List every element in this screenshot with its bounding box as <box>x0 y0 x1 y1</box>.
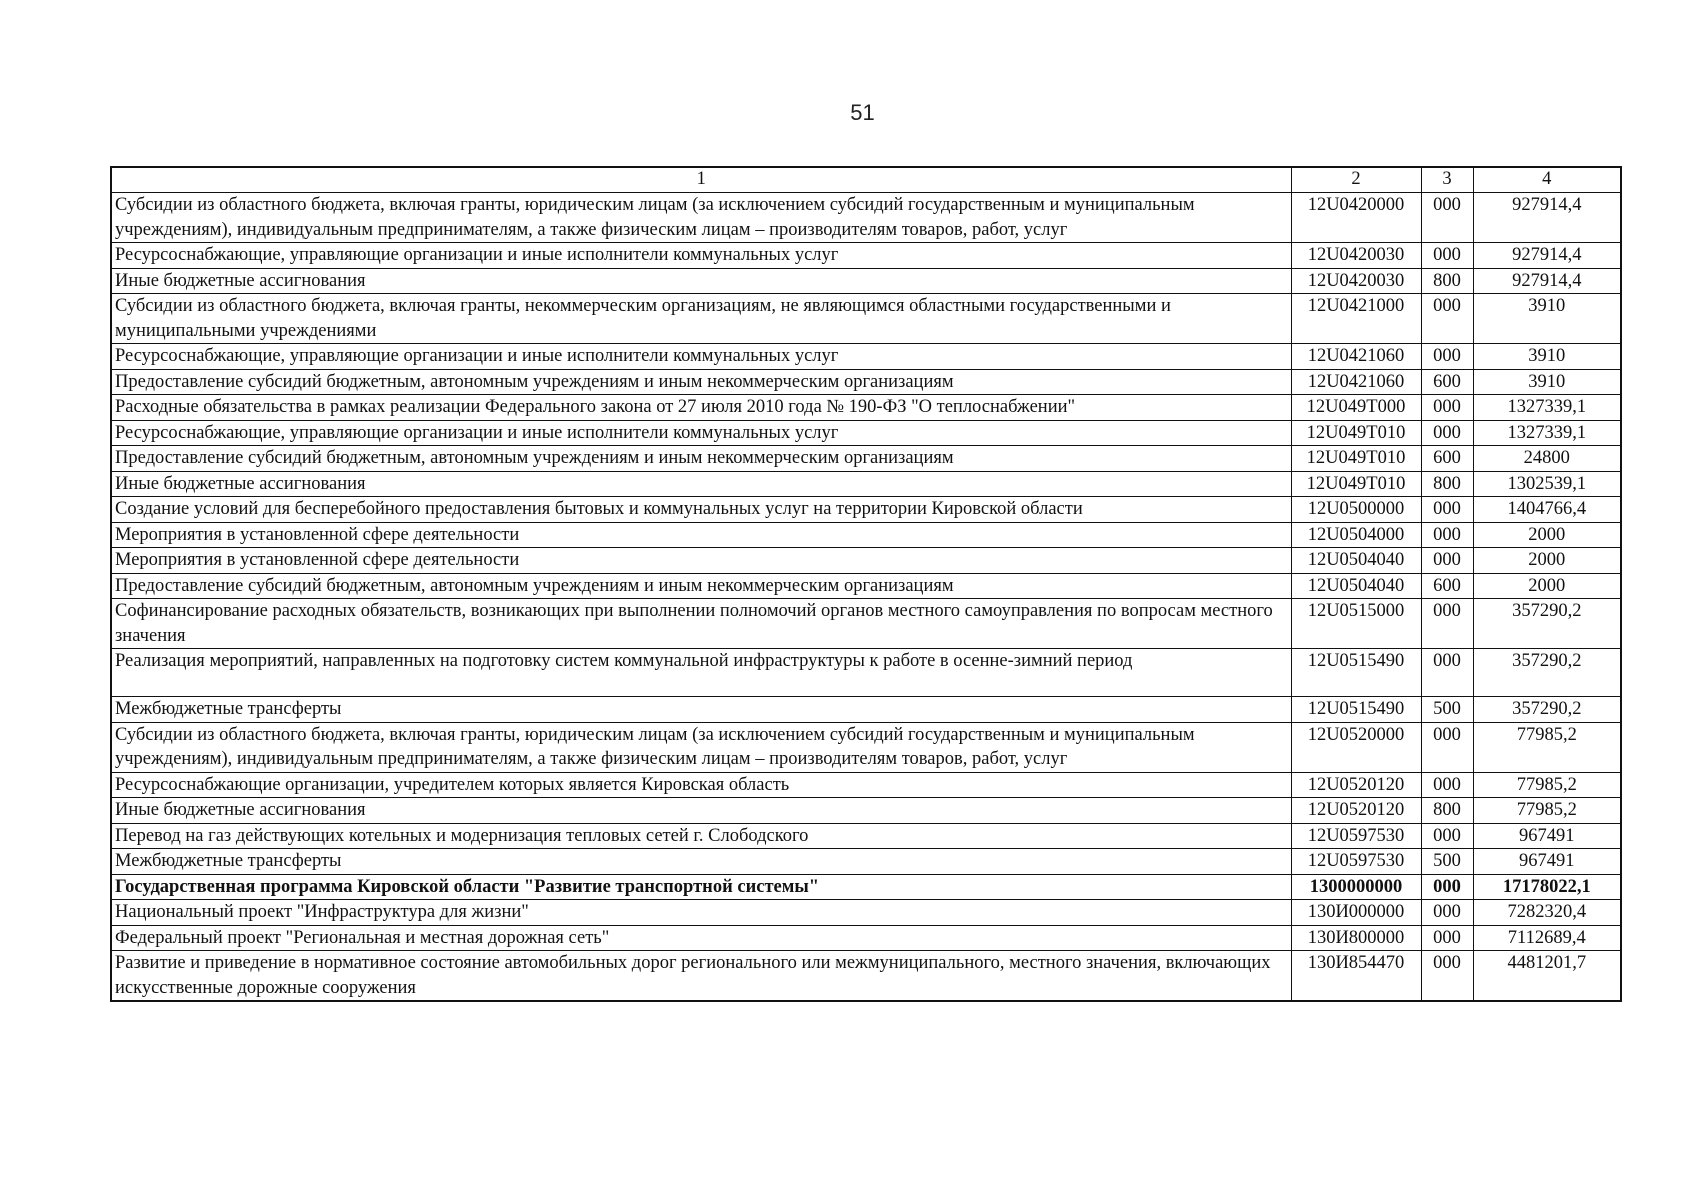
row-amount-cell: 17178022,1 <box>1473 874 1621 900</box>
row-name-cell: Иные бюджетные ассигнования <box>111 798 1291 824</box>
row-amount-cell: 24800 <box>1473 446 1621 472</box>
table-row <box>111 369 1621 395</box>
row-amount-cell: 2000 <box>1473 573 1621 599</box>
row-code-cell: 12U0420030 <box>1291 268 1421 294</box>
table-row <box>111 420 1621 446</box>
row-type-cell: 000 <box>1421 395 1473 421</box>
row-type-cell: 000 <box>1421 874 1473 900</box>
row-type-cell: 800 <box>1421 798 1473 824</box>
row-amount-cell: 1327339,1 <box>1473 420 1621 446</box>
row-code-cell: 130И800000 <box>1291 925 1421 951</box>
row-type-cell: 000 <box>1421 951 1473 1002</box>
table-row <box>111 193 1621 243</box>
row-code-cell: 130И000000 <box>1291 900 1421 926</box>
row-amount-cell: 967491 <box>1473 849 1621 875</box>
row-type-cell: 000 <box>1421 925 1473 951</box>
row-amount-cell: 927914,4 <box>1473 193 1621 243</box>
row-type-cell: 000 <box>1421 522 1473 548</box>
row-amount-cell: 77985,2 <box>1473 798 1621 824</box>
row-amount-cell: 927914,4 <box>1473 243 1621 269</box>
table-row <box>111 772 1621 798</box>
row-name-cell: Предоставление субсидий бюджетным, автономным учреждениям и иным некоммерческим организациям <box>111 369 1291 395</box>
row-type-cell: 000 <box>1421 420 1473 446</box>
row-type-cell: 000 <box>1421 243 1473 269</box>
row-amount-cell: 3910 <box>1473 369 1621 395</box>
row-name-cell: Межбюджетные трансферты <box>111 697 1291 723</box>
row-code-cell: 12U0515490 <box>1291 649 1421 697</box>
table-row <box>111 294 1621 344</box>
row-amount-cell: 927914,4 <box>1473 268 1621 294</box>
row-code-cell: 12U0500000 <box>1291 497 1421 523</box>
row-name-cell: Ресурсоснабжающие, управляющие организации и иные исполнители коммунальных услуг <box>111 344 1291 370</box>
row-amount-cell: 1302539,1 <box>1473 471 1621 497</box>
row-amount-cell: 357290,2 <box>1473 599 1621 649</box>
row-type-cell: 600 <box>1421 446 1473 472</box>
row-amount-cell: 7282320,4 <box>1473 900 1621 926</box>
row-type-cell: 800 <box>1421 471 1473 497</box>
table-row <box>111 599 1621 649</box>
table-row <box>111 874 1621 900</box>
row-name-cell: Реализация мероприятий, направленных на подготовку систем коммунальной инфраструктуры к работе в осенне-зимний период <box>111 649 1291 697</box>
row-amount-cell: 1404766,4 <box>1473 497 1621 523</box>
row-name-cell: Перевод на газ действующих котельных и модернизация тепловых сетей г. Слободского <box>111 823 1291 849</box>
table-row <box>111 522 1621 548</box>
row-code-cell: 12U0504000 <box>1291 522 1421 548</box>
row-name-cell: Ресурсоснабжающие организации, учредителем которых является Кировская область <box>111 772 1291 798</box>
row-name-cell: Субсидии из областного бюджета, включая гранты, юридическим лицам (за исключением субсидий государственным и муниципальным учреждениям), индивидуальным предпринимателям, а также физическим лицам – производителям товаров, работ, услуг <box>111 722 1291 772</box>
table-row <box>111 925 1621 951</box>
row-amount-cell: 3910 <box>1473 294 1621 344</box>
row-name-cell: Мероприятия в установленной сфере деятельности <box>111 548 1291 574</box>
row-type-cell: 000 <box>1421 344 1473 370</box>
header-col-code: 2 <box>1291 167 1421 193</box>
table-row <box>111 951 1621 1002</box>
row-code-cell: 12U0520000 <box>1291 722 1421 772</box>
row-name-cell: Государственная программа Кировской области "Развитие транспортной системы" <box>111 874 1291 900</box>
table-row <box>111 849 1621 875</box>
row-name-cell: Развитие и приведение в нормативное состояние автомобильных дорог регионального или межмуниципального, местного значения, включающих искусственные дорожные сооружения <box>111 951 1291 1002</box>
row-name-cell: Федеральный проект "Региональная и местная дорожная сеть" <box>111 925 1291 951</box>
row-code-cell: 12U0597530 <box>1291 823 1421 849</box>
row-amount-cell: 357290,2 <box>1473 649 1621 697</box>
table-row <box>111 243 1621 269</box>
row-name-cell: Субсидии из областного бюджета, включая гранты, некоммерческим организациям, не являющимся областными государственными и муниципальными учреждениями <box>111 294 1291 344</box>
row-code-cell: 12U0515490 <box>1291 697 1421 723</box>
budget-table <box>110 166 1622 1002</box>
row-name-cell: Ресурсоснабжающие, управляющие организации и иные исполнители коммунальных услуг <box>111 243 1291 269</box>
row-type-cell: 800 <box>1421 268 1473 294</box>
row-type-cell: 600 <box>1421 573 1473 599</box>
header-col-amount: 4 <box>1473 167 1621 193</box>
row-code-cell: 12U049T010 <box>1291 420 1421 446</box>
table-row <box>111 649 1621 697</box>
row-code-cell: 12U0421000 <box>1291 294 1421 344</box>
row-type-cell: 000 <box>1421 193 1473 243</box>
table-row <box>111 900 1621 926</box>
row-name-cell: Иные бюджетные ассигнования <box>111 471 1291 497</box>
row-name-cell: Создание условий для бесперебойного предоставления бытовых и коммунальных услуг на территории Кировской области <box>111 497 1291 523</box>
row-name-cell: Предоставление субсидий бюджетным, автономным учреждениям и иным некоммерческим организациям <box>111 446 1291 472</box>
row-code-cell: 12U049T010 <box>1291 446 1421 472</box>
table-row <box>111 395 1621 421</box>
row-name-cell: Ресурсоснабжающие, управляющие организации и иные исполнители коммунальных услуг <box>111 420 1291 446</box>
row-type-cell: 000 <box>1421 649 1473 697</box>
row-type-cell: 000 <box>1421 722 1473 772</box>
table-row <box>111 268 1621 294</box>
table-row <box>111 798 1621 824</box>
row-amount-cell: 2000 <box>1473 522 1621 548</box>
row-amount-cell: 967491 <box>1473 823 1621 849</box>
header-col-name: 1 <box>111 167 1291 193</box>
row-name-cell: Национальный проект "Инфраструктура для жизни" <box>111 900 1291 926</box>
page-number: 51 <box>850 100 875 125</box>
table-body <box>111 193 1621 1002</box>
row-amount-cell: 4481201,7 <box>1473 951 1621 1002</box>
row-type-cell: 000 <box>1421 900 1473 926</box>
table-row <box>111 497 1621 523</box>
row-name-cell: Расходные обязательства в рамках реализации Федерального закона от 27 июля 2010 года № 190-ФЗ "О теплоснабжении" <box>111 395 1291 421</box>
table-header <box>111 167 1621 193</box>
row-code-cell: 12U0504040 <box>1291 573 1421 599</box>
row-code-cell: 12U0420000 <box>1291 193 1421 243</box>
row-amount-cell: 77985,2 <box>1473 772 1621 798</box>
row-name-cell: Мероприятия в установленной сфере деятельности <box>111 522 1291 548</box>
row-name-cell: Иные бюджетные ассигнования <box>111 268 1291 294</box>
row-type-cell: 000 <box>1421 823 1473 849</box>
row-type-cell: 000 <box>1421 294 1473 344</box>
row-code-cell: 12U0504040 <box>1291 548 1421 574</box>
row-type-cell: 000 <box>1421 497 1473 523</box>
row-name-cell: Софинансирование расходных обязательств, возникающих при выполнении полномочий органов местного самоуправления по вопросам местного значения <box>111 599 1291 649</box>
table-row <box>111 573 1621 599</box>
row-code-cell: 12U0597530 <box>1291 849 1421 875</box>
row-amount-cell: 7112689,4 <box>1473 925 1621 951</box>
table-row <box>111 446 1621 472</box>
table-row <box>111 548 1621 574</box>
row-type-cell: 000 <box>1421 599 1473 649</box>
row-amount-cell: 357290,2 <box>1473 697 1621 723</box>
row-type-cell: 000 <box>1421 548 1473 574</box>
row-amount-cell: 3910 <box>1473 344 1621 370</box>
row-amount-cell: 2000 <box>1473 548 1621 574</box>
row-code-cell: 12U0515000 <box>1291 599 1421 649</box>
row-amount-cell: 1327339,1 <box>1473 395 1621 421</box>
header-row <box>111 167 1621 193</box>
row-amount-cell: 77985,2 <box>1473 722 1621 772</box>
row-code-cell: 12U0421060 <box>1291 344 1421 370</box>
row-type-cell: 600 <box>1421 369 1473 395</box>
header-col-type: 3 <box>1421 167 1473 193</box>
table-row <box>111 722 1621 772</box>
row-name-cell: Предоставление субсидий бюджетным, автономным учреждениям и иным некоммерческим организациям <box>111 573 1291 599</box>
row-name-cell: Субсидии из областного бюджета, включая гранты, юридическим лицам (за исключением субсидий государственным и муниципальным учреждениям), индивидуальным предпринимателям, а также физическим лицам – производителям товаров, работ, услуг <box>111 193 1291 243</box>
row-code-cell: 1300000000 <box>1291 874 1421 900</box>
row-code-cell: 12U0520120 <box>1291 798 1421 824</box>
row-name-cell: Межбюджетные трансферты <box>111 849 1291 875</box>
row-code-cell: 130И854470 <box>1291 951 1421 1002</box>
row-code-cell: 12U0520120 <box>1291 772 1421 798</box>
row-type-cell: 500 <box>1421 697 1473 723</box>
table-row <box>111 344 1621 370</box>
row-code-cell: 12U049T010 <box>1291 471 1421 497</box>
row-code-cell: 12U0420030 <box>1291 243 1421 269</box>
table-row <box>111 471 1621 497</box>
row-code-cell: 12U049T000 <box>1291 395 1421 421</box>
row-code-cell: 12U0421060 <box>1291 369 1421 395</box>
row-type-cell: 000 <box>1421 772 1473 798</box>
table-row <box>111 823 1621 849</box>
table-row <box>111 697 1621 723</box>
row-type-cell: 500 <box>1421 849 1473 875</box>
